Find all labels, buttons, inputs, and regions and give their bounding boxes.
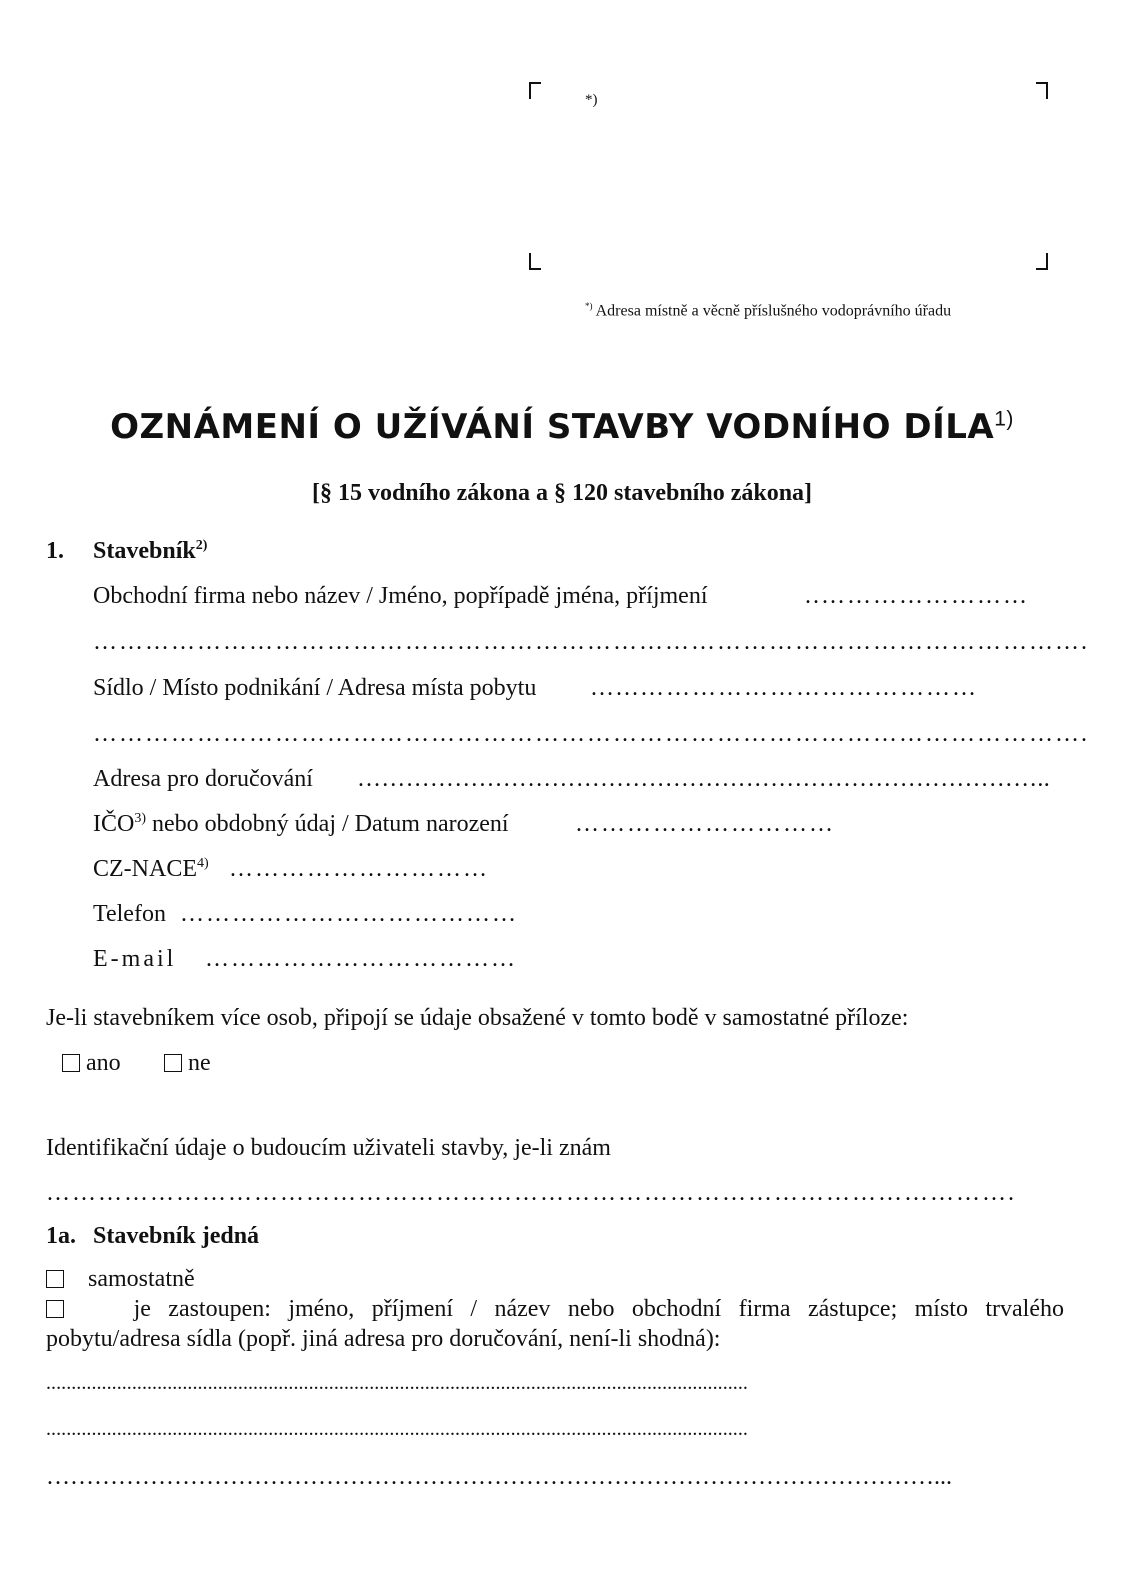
delivery-address-field[interactable]: ………………………………………………………………………….. <box>357 766 1050 792</box>
future-user-label: Identifikační údaje o budoucím uživateli stavby, je-li znám <box>46 1135 611 1161</box>
nace-field[interactable]: ………………………… <box>229 856 489 882</box>
seat-label: Sídlo / Místo podnikání / Adresa místa pobytu <box>93 675 537 701</box>
checkbox-self[interactable] <box>46 1270 64 1288</box>
name-label: Obchodní firma nebo název / Jméno, popřípadě jména, příjmení <box>93 583 708 609</box>
address-box-corner-top-left <box>529 82 541 99</box>
option-represented[interactable] <box>46 1296 1064 1323</box>
phone-field[interactable]: ………………………………… <box>180 901 518 927</box>
page-title <box>0 407 1124 447</box>
section1a-heading: Stavebník jedná <box>93 1223 260 1249</box>
representative-field-2[interactable]: ........................................................................................................................................... <box>46 1418 748 1440</box>
representative-field-1[interactable]: ........................................................................................................................................... <box>46 1372 748 1394</box>
section1-heading-text: Stavebník <box>93 538 196 564</box>
seat-field-continued[interactable]: ……………………………………………………………………………………………………. <box>93 721 1089 747</box>
name-field-continued[interactable]: ……………………………………………………………………………………………………. <box>93 629 1089 655</box>
ico-note: 3) <box>134 811 147 826</box>
address-note-text: Adresa místně a věcně příslušného vodoprávního úřadu <box>595 302 952 320</box>
ico-label-a: IČO <box>93 811 135 837</box>
page-title-text: OZNÁMENÍ O UŽÍVÁNÍ STAVBY VODNÍHO DÍLA <box>110 407 995 447</box>
option-yes-label: ano <box>86 1050 121 1076</box>
ico-field[interactable]: ………………………… <box>575 811 835 837</box>
address-box-corner-top-right <box>1036 82 1048 99</box>
nace-label <box>93 856 209 883</box>
address-box-star: *) <box>585 92 598 108</box>
phone-label: Telefon <box>93 901 166 927</box>
nace-label-text: CZ-NACE <box>93 856 197 882</box>
section1-number: 1. <box>46 538 64 564</box>
option-self-label: samostatně <box>88 1266 195 1292</box>
page-title-note: 1) <box>994 407 1014 431</box>
address-box-corner-bottom-right <box>1036 253 1048 270</box>
section1-heading <box>93 538 207 565</box>
seat-field[interactable]: …...………………………………… <box>590 675 978 701</box>
address-note <box>585 301 951 320</box>
option-yes[interactable] <box>62 1050 121 1077</box>
email-field[interactable]: ……………………………… <box>205 946 517 972</box>
checkbox-no[interactable] <box>164 1054 182 1072</box>
option-represented-continued: pobytu/adresa sídla (popř. jiná adresa pro doručování, není-li shodná): <box>46 1326 721 1352</box>
delivery-address-label: Adresa pro doručování <box>93 766 313 792</box>
address-note-mark: *) <box>585 301 593 311</box>
option-no[interactable] <box>164 1050 211 1077</box>
section1a-number: 1a. <box>46 1223 76 1249</box>
ico-label-b: nebo obdobný údaj / Datum narození <box>152 811 509 837</box>
future-user-field[interactable]: …………………………………………………………………………………………………. <box>46 1180 1016 1206</box>
email-label: E-mail <box>93 946 177 972</box>
ico-label <box>93 811 509 838</box>
nace-note: 4) <box>197 856 209 871</box>
name-field[interactable]: ..…………………… <box>805 583 1029 609</box>
option-no-label: ne <box>188 1050 211 1076</box>
address-box-corner-bottom-left <box>529 253 541 270</box>
representative-field-3[interactable]: …………………………………………………………………………………………………... <box>46 1464 952 1490</box>
option-self[interactable] <box>46 1266 195 1293</box>
option-represented-label: je zastoupen: jméno, příjmení / název nebo obchodní firma zástupce; místo trvalého <box>133 1296 1064 1322</box>
checkbox-represented[interactable] <box>46 1300 64 1318</box>
page-subtitle: [§ 15 vodního zákona a § 120 stavebního zákona] <box>311 480 813 506</box>
multi-person-question: Je-li stavebníkem více osob, připojí se údaje obsažené v tomto bodě v samostatné příloze: <box>46 1005 909 1031</box>
checkbox-yes[interactable] <box>62 1054 80 1072</box>
section1-heading-note: 2) <box>195 538 208 553</box>
